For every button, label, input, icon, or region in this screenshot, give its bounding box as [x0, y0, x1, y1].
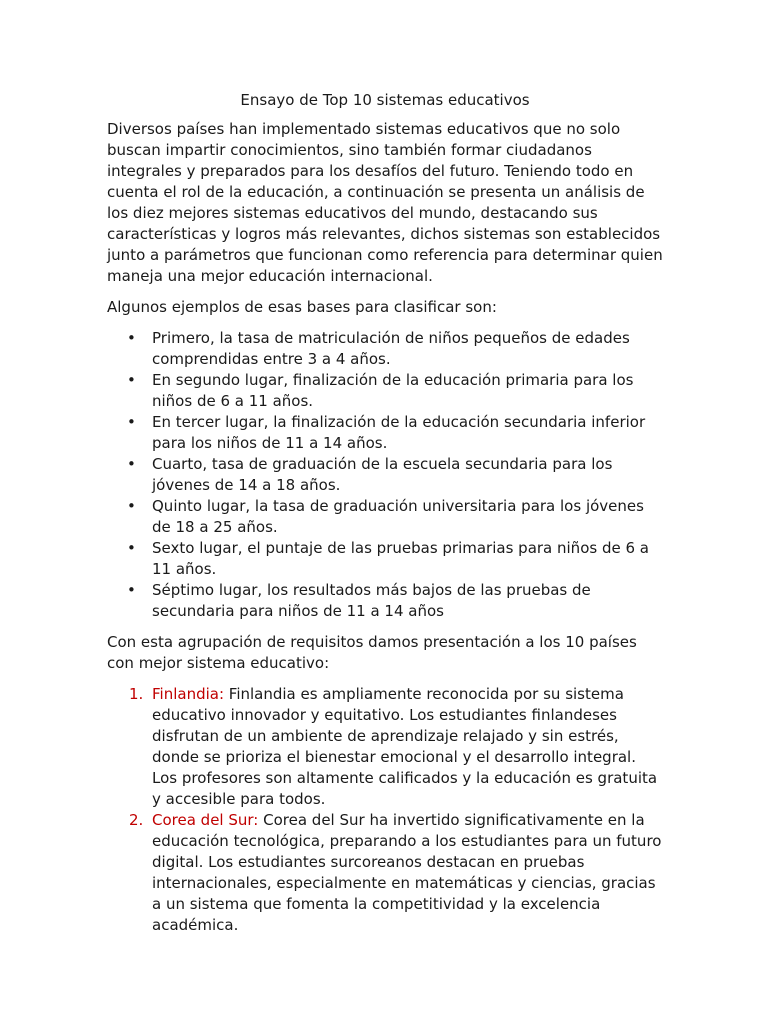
criteria-list [107, 328, 663, 622]
list-item-text: Quinto lugar, la tasa de graduación universitaria para los jóvenes de 18 a 25 años. [152, 497, 644, 536]
list-item [107, 328, 663, 370]
list-item-text: En tercer lugar, la finalización de la educación secundaria inferior para los niños de 11 a 14 años. [152, 413, 646, 452]
country-item-finlandia [107, 684, 663, 810]
bullet-icon: • [127, 371, 136, 389]
country-number: 2. [129, 811, 144, 829]
bullet-icon: • [127, 581, 136, 599]
list-item [107, 454, 663, 496]
countries-list [107, 684, 663, 936]
list-item [107, 496, 663, 538]
list-item [107, 412, 663, 454]
list-item [107, 580, 663, 622]
document-title: Ensayo de Top 10 sistemas educativos [240, 91, 530, 109]
criteria-heading: Algunos ejemplos de esas bases para clasificar son: [107, 298, 497, 316]
bullet-icon: • [127, 497, 136, 515]
bullet-icon: • [127, 539, 136, 557]
list-item-text: Sexto lugar, el puntaje de las pruebas primarias para niños de 6 a 11 años. [152, 539, 649, 578]
bullet-icon: • [127, 413, 136, 431]
list-item [107, 370, 663, 412]
list-item-text: En segundo lugar, finalización de la educación primaria para los niños de 6 a 11 años. [152, 371, 634, 410]
intro-paragraph: Diversos países han implementado sistemas educativos que no solo buscan impartir conocimientos, sino también formar ciudadanos integrales y preparados para los desafíos del futuro. Teniendo todo en cuenta el rol de la educación, a continuación se presenta un análisis de los diez mejores sistemas educativos del mundo, destacando sus características y logros más relevantes, dichos sistemas son establecidos junto a parámetros que funcionan como referencia para determinar quien maneja una mejor educación internacional. [107, 120, 663, 285]
country-name: Corea del Sur: [152, 811, 264, 829]
country-description: Finlandia es ampliamente reconocida por su sistema educativo innovador y equitativo. Los estudiantes finlandeses disfrutan de un ambiente de aprendizaje relajado y sin estrés, donde se prioriza el bienestar emocional y el desarrollo integral. Los profesores son altamente calificados y la educación es gratuita y accesible para todos. [152, 685, 658, 808]
country-name: Finlandia: [152, 685, 229, 703]
list-item [107, 538, 663, 580]
list-item-text: Cuarto, tasa de graduación de la escuela secundaria para los jóvenes de 14 a 18 años. [152, 455, 613, 494]
list-item-text: Séptimo lugar, los resultados más bajos de las pruebas de secundaria para niños de 11 a 14 años [152, 581, 591, 620]
country-description: Corea del Sur ha invertido significativamente en la educación tecnológica, preparando a los estudiantes para un futuro digital. Los estudiantes surcoreanos destacan en pruebas internacionales, especialmente en matemáticas y ciencias, gracias a un sistema que fomenta la competitividad y la excelencia académica. [152, 811, 662, 934]
country-item-corea-del-sur [107, 810, 663, 936]
bullet-icon: • [127, 455, 136, 473]
country-number: 1. [129, 685, 144, 703]
countries-intro: Con esta agrupación de requisitos damos presentación a los 10 países con mejor sistema educativo: [107, 633, 637, 672]
bullet-icon: • [127, 329, 136, 347]
list-item-text: Primero, la tasa de matriculación de niños pequeños de edades comprendidas entre 3 a 4 años. [152, 329, 630, 368]
document-body [107, 90, 663, 936]
